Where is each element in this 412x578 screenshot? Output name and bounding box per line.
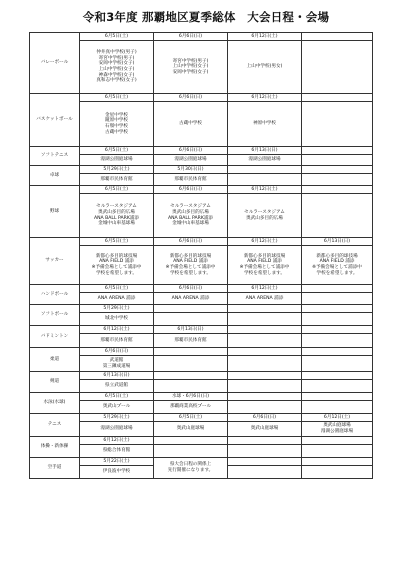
date-cell: 6月5日(土) [80, 147, 154, 155]
venue-cell [302, 401, 373, 414]
venue-cell [302, 155, 373, 166]
venue-cell: 那覇市民体育館 [80, 334, 154, 348]
date-cell [302, 186, 373, 194]
venue-row [30, 41, 373, 94]
date-cell: 6月6日(日) [228, 414, 302, 422]
date-row [30, 326, 373, 334]
date-cell: 水球・6月6日(日) [154, 393, 228, 401]
date-cell [302, 393, 373, 401]
date-cell [302, 33, 373, 41]
date-cell: 6月12日(土) [228, 285, 302, 293]
date-cell [228, 393, 302, 401]
date-row [30, 285, 373, 293]
venue-cell: 漫湖公園庭球場 [228, 155, 302, 166]
venue-cell [228, 401, 302, 414]
sport-name: バレーボール [30, 33, 80, 94]
date-cell [302, 166, 373, 174]
venue-cell: 新都心多目的球技場 ANA FIELD 浦添 ※予備会場として浦添中 学校を希望します。 [228, 246, 302, 285]
venue-cell: 那覇市民体育館 [154, 334, 228, 348]
venue-cell [228, 334, 302, 348]
page-title: 令和3年度 那覇地区夏季総体 大会日程・会場 [82, 10, 330, 24]
venue-cell [228, 356, 302, 372]
venue-cell: 漫湖公園庭球場 [80, 422, 154, 437]
schedule-table [29, 32, 373, 479]
date-cell [154, 372, 228, 380]
date-cell [228, 326, 302, 334]
date-cell: 6月12日(土) [80, 326, 154, 334]
venue-row [30, 102, 373, 147]
venue-row [30, 293, 373, 305]
venue-row [30, 334, 373, 348]
sport-name: 体操・新体操 [30, 437, 80, 458]
venue-cell: 伊良波中学校 [80, 466, 154, 479]
sport-name: 水泳(水球) [30, 393, 80, 414]
date-cell: 6月12日(土) [80, 437, 154, 445]
date-cell [302, 94, 373, 102]
date-cell: 6月5日(土) [80, 238, 154, 246]
sport-name: テニス [30, 414, 80, 437]
venue-cell [302, 174, 373, 186]
venue-row [30, 194, 373, 238]
sport-name: 柔道 [30, 348, 80, 372]
venue-cell [228, 445, 302, 458]
date-cell: 5月29日(土) [80, 166, 154, 174]
venue-cell: 漫湖公園庭球場 [154, 155, 228, 166]
date-cell: 5月29日(土) [80, 414, 154, 422]
date-cell [228, 305, 302, 313]
venue-cell: 那覇市民体育館 [80, 174, 154, 186]
date-cell: 6月6日(日) [154, 285, 228, 293]
venue-cell [228, 380, 302, 393]
note-cell: 県大会日程の関係上 先行開催になります。 [154, 458, 228, 479]
venue-cell: 漫湖公園庭球場 [80, 155, 154, 166]
date-row [30, 186, 373, 194]
venue-cell [302, 41, 373, 94]
venue-cell: 仲井真中学校(男子) 寄宮中学校(男子) 安岡中学校(女子) 上山中学校(女子) 神森中学校(女子) 真和志中学校(女子) [80, 41, 154, 94]
date-cell: 6月6日(日) [80, 348, 154, 356]
venue-cell: ANA ARENA 浦添 [154, 293, 228, 305]
venue-cell [302, 313, 373, 326]
venue-cell: 県立武道館 [80, 380, 154, 393]
venue-cell: ANA ARENA 浦添 [228, 293, 302, 305]
sport-name: 野球 [30, 186, 80, 238]
venue-cell: 城北中学校 [80, 313, 154, 326]
date-cell: 6月6日(日) [154, 238, 228, 246]
venue-cell [154, 356, 228, 372]
date-cell: 6月5日(土) [154, 414, 228, 422]
venue-cell: 奥武山庭球場 [228, 422, 302, 437]
venue-cell [302, 445, 373, 458]
date-cell: 5月22日(土) [80, 458, 154, 466]
date-cell: 6月6日(日) [154, 94, 228, 102]
venue-row [30, 445, 373, 458]
venue-cell: 奥武山庭球場 漫湖公園庭球場 [302, 422, 373, 437]
venue-cell: 奥武山プール [80, 401, 154, 414]
venue-cell [228, 313, 302, 326]
date-cell [228, 166, 302, 174]
date-cell: 6月6日(日) [154, 33, 228, 41]
date-cell [302, 285, 373, 293]
venue-cell: 新都心多目的球技場 ANA FIELD 浦添 ※予備会場として浦添中 学校を希望します。 [154, 246, 228, 285]
date-cell [154, 437, 228, 445]
venue-row [30, 401, 373, 414]
date-cell: 6月12日(土) [228, 238, 302, 246]
date-cell: 6月13日(日) [154, 326, 228, 334]
venue-cell: セルラースタジアム 奥武山多目的広場 ANA BALL PARK浦添 金城中山車基球場 [154, 194, 228, 238]
venue-row [30, 422, 373, 437]
venue-row [30, 313, 373, 326]
sport-name: ハンドボール [30, 285, 80, 305]
venue-cell: 新都心多目的球技場 ANA FIELD 浦添 ※予備会場として浦添中 学校を希望します。 [302, 246, 373, 285]
venue-cell [154, 445, 228, 458]
venue-cell [154, 380, 228, 393]
sport-name: 剣道 [30, 372, 80, 393]
date-cell: 6月12日(土) [302, 414, 373, 422]
venue-cell: 武道館 第三錬成道場 [80, 356, 154, 372]
date-row [30, 372, 373, 380]
date-cell [302, 372, 373, 380]
venue-cell: 那覇市民体育館 [154, 174, 228, 186]
sport-name: ソフトボール [30, 305, 80, 326]
date-row [30, 166, 373, 174]
sport-name: バドミントン [30, 326, 80, 348]
date-cell [154, 305, 228, 313]
venue-cell [154, 313, 228, 326]
venue-row [30, 380, 373, 393]
date-row [30, 437, 373, 445]
date-cell: 5月30日(日) [154, 166, 228, 174]
venue-cell: 神原中学校 [228, 102, 302, 147]
venue-cell: 上山中学校(男女) [228, 41, 302, 94]
date-cell: 6月5日(土) [80, 33, 154, 41]
date-row [30, 458, 373, 466]
date-cell: 6月13日(日) [302, 238, 373, 246]
date-cell: 5月29日(土) [80, 305, 154, 313]
venue-cell [302, 466, 373, 479]
venue-cell [302, 293, 373, 305]
date-cell: 6月5日(土) [80, 186, 154, 194]
date-cell [228, 348, 302, 356]
venue-cell [302, 102, 373, 147]
venue-cell: 新都心多目的球技場 ANA FIELD 浦添 ※予備会場として浦添中 学校を希望します。 [80, 246, 154, 285]
date-row [30, 147, 373, 155]
date-cell: 6月12日(土) [228, 33, 302, 41]
venue-cell [228, 466, 302, 479]
venue-cell [228, 174, 302, 186]
date-cell [154, 348, 228, 356]
venue-cell: 寄宮中学校(男子) 上山中学校(女子) 安岡中学校(女子) [154, 41, 228, 94]
date-row [30, 94, 373, 102]
venue-cell [302, 194, 373, 238]
date-row [30, 33, 373, 41]
date-row [30, 348, 373, 356]
sport-name: バスケットボール [30, 94, 80, 147]
date-cell: 6月5日(土) [80, 94, 154, 102]
date-cell [228, 437, 302, 445]
venue-cell [302, 380, 373, 393]
date-cell: 6月6日(日) [154, 186, 228, 194]
date-row [30, 393, 373, 401]
sport-name: サッカー [30, 238, 80, 285]
venue-cell: セルラースタジアム 奥武山多目的広場 ANA BALL PARK浦添 金城中山車基球場 [80, 194, 154, 238]
venue-row [30, 174, 373, 186]
date-cell: 6月12日(土) [228, 186, 302, 194]
date-cell: 6月13日(日) [80, 372, 154, 380]
date-row [30, 414, 373, 422]
venue-cell: 那覇商業高校プール [154, 401, 228, 414]
venue-cell: ANA ARENA 浦添 [80, 293, 154, 305]
venue-cell: 古蔵中学校 [154, 102, 228, 147]
venue-cell: 金星中学校 鏡原中学校 石嶺中学校 古蔵中学校 [80, 102, 154, 147]
sport-name: 空手道 [30, 458, 80, 479]
date-row [30, 238, 373, 246]
venue-row [30, 246, 373, 285]
date-cell [302, 348, 373, 356]
venue-cell [302, 356, 373, 372]
date-cell: 6月5日(土) [80, 285, 154, 293]
venue-cell [302, 334, 373, 348]
date-cell: 6月5日(土) [80, 393, 154, 401]
venue-row [30, 155, 373, 166]
date-cell [302, 458, 373, 466]
date-row [30, 305, 373, 313]
date-cell [302, 305, 373, 313]
venue-cell: セルラースタジアム 奥武山多目的広場 [228, 194, 302, 238]
date-cell [302, 437, 373, 445]
venue-cell: 奥武山庭球場 [154, 422, 228, 437]
date-cell: 6月12日(土) [228, 94, 302, 102]
venue-cell: 県総合体育館 [80, 445, 154, 458]
sport-name: ソフトテニス [30, 147, 80, 166]
date-cell [228, 458, 302, 466]
date-cell [228, 372, 302, 380]
date-cell [302, 147, 373, 155]
sport-name: 卓球 [30, 166, 80, 186]
date-cell: 6月6日(日) [154, 147, 228, 155]
date-cell: 6月13日(日) [228, 147, 302, 155]
date-cell [302, 326, 373, 334]
venue-row [30, 356, 373, 372]
